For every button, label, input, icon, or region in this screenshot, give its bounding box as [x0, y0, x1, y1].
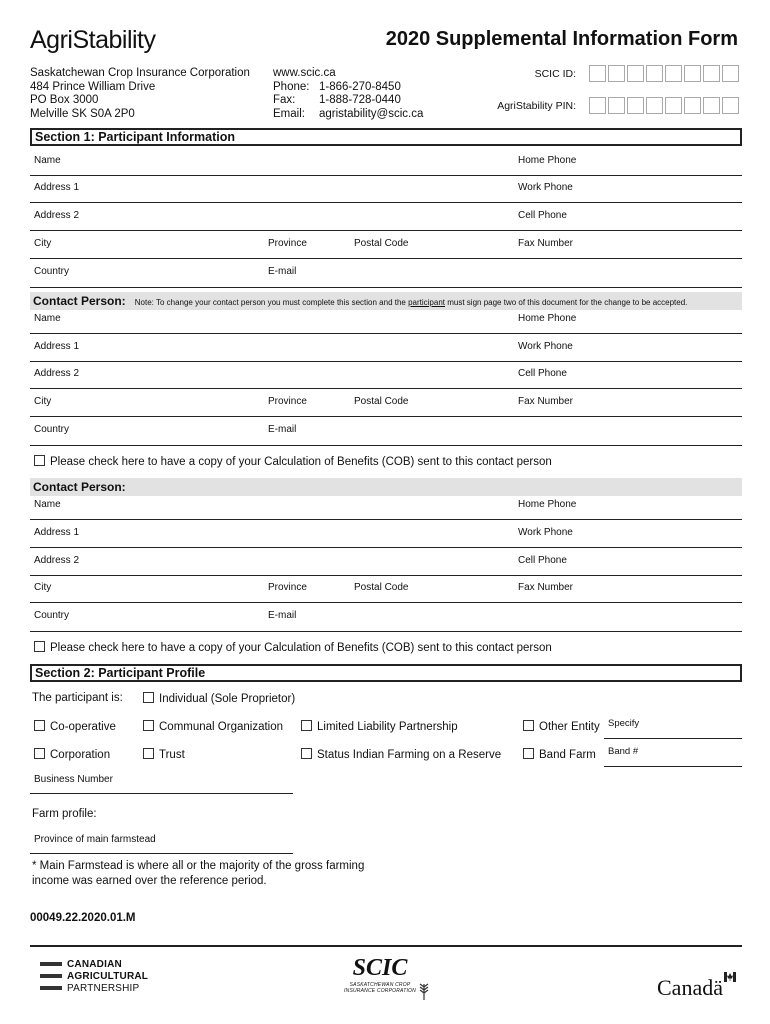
- address1-line[interactable]: [30, 361, 742, 362]
- home-phone-label: Home Phone: [518, 499, 577, 510]
- province-label: Province: [268, 582, 307, 593]
- trust-label: Trust: [159, 749, 185, 761]
- province-main-line[interactable]: [30, 853, 293, 854]
- address1-line[interactable]: [30, 202, 742, 203]
- trust-checkbox[interactable]: [143, 748, 154, 759]
- section-1-header: Section 1: Participant Information: [30, 128, 742, 146]
- address1-label: Address 1: [34, 341, 80, 352]
- brand-part-1: Agri: [30, 26, 73, 54]
- contact-person-2-title: Contact Person:: [33, 480, 126, 494]
- scic-logo: [330, 955, 430, 994]
- email-field-label: E-mail: [268, 424, 297, 435]
- status-indian-checkbox[interactable]: [301, 748, 312, 759]
- postal-label: Postal Code: [354, 238, 409, 249]
- country-line[interactable]: [30, 631, 742, 632]
- name-line[interactable]: [30, 333, 742, 334]
- address-line: 484 Prince William Drive: [30, 80, 156, 93]
- scic-id-input[interactable]: [589, 65, 741, 82]
- note-text: must sign page two of this document for the change to be accepted.: [445, 298, 688, 307]
- province-label: Province: [268, 238, 307, 249]
- note-emphasis: participant: [408, 298, 446, 307]
- canadian-agricultural-partnership-logo: [40, 958, 150, 994]
- form-title: 2020 Supplemental Information Form: [385, 28, 738, 50]
- website-link[interactable]: www.scic.ca: [273, 67, 336, 79]
- name-label: Name: [34, 499, 61, 510]
- cob-checkbox[interactable]: [34, 641, 45, 652]
- band-farm-checkbox[interactable]: [523, 748, 534, 759]
- footnote-line-1: * Main Farmstead is where all or the majority of the gross farming: [32, 860, 365, 872]
- name-line[interactable]: [30, 175, 742, 176]
- address-line: Melville SK S0A 2P0: [30, 107, 135, 120]
- mailing-address: [30, 67, 250, 121]
- cell-phone-label: Cell Phone: [518, 555, 567, 566]
- fax-number-label: Fax Number: [518, 582, 574, 593]
- address2-label: Address 2: [34, 555, 80, 566]
- farm-profile-label: Farm profile:: [32, 808, 97, 820]
- country-line[interactable]: [30, 287, 742, 288]
- phone-number: 1-866-270-8450: [319, 80, 401, 93]
- cob-checkbox-row-2[interactable]: [34, 641, 552, 654]
- city-label: City: [34, 582, 52, 593]
- name-label: Name: [34, 155, 61, 166]
- address2-label: Address 2: [34, 210, 80, 221]
- cell-phone-label: Cell Phone: [518, 368, 567, 379]
- country-label: Country: [34, 610, 70, 621]
- flag-icon: [724, 972, 736, 982]
- other-entity-option[interactable]: [523, 720, 600, 733]
- band-farm-label: Band Farm: [539, 749, 596, 761]
- province-main-label: Province of main farmstead: [34, 834, 156, 845]
- address1-label: Address 1: [34, 182, 80, 193]
- footnote-line-2: income was earned over the reference period.: [32, 875, 267, 887]
- business-number-label: Business Number: [34, 774, 113, 785]
- city-line[interactable]: [30, 416, 742, 417]
- scic-logo-subtext-1: SASKATCHEWAN CROP: [349, 982, 411, 988]
- scic-id-label: SCIC ID:: [534, 68, 576, 80]
- fax-label: Fax:: [273, 94, 296, 106]
- address2-line[interactable]: [30, 230, 742, 231]
- phone-label: Phone:: [273, 80, 310, 93]
- fax-number-label: Fax Number: [518, 396, 574, 407]
- email-field-label: E-mail: [268, 266, 297, 277]
- cob-label: Please check here to have a copy of your Calculation of Benefits (COB) sent to this contact person: [50, 642, 552, 654]
- work-phone-label: Work Phone: [518, 527, 573, 538]
- other-entity-label: Other Entity: [539, 721, 600, 733]
- cob-checkbox-row[interactable]: [34, 455, 552, 468]
- wheat-icon: [418, 982, 430, 1000]
- agristability-logo: [30, 26, 156, 55]
- country-label: Country: [34, 266, 70, 277]
- cell-phone-label: Cell Phone: [518, 210, 567, 221]
- band-farm-option[interactable]: [523, 748, 596, 761]
- home-phone-label: Home Phone: [518, 313, 577, 324]
- email-label: Email:: [273, 107, 305, 120]
- status-indian-option[interactable]: [301, 748, 501, 761]
- city-label: City: [34, 396, 52, 407]
- contact-info: [273, 67, 423, 121]
- home-phone-label: Home Phone: [518, 155, 577, 166]
- pin-label: AgriStability PIN:: [497, 100, 576, 112]
- cap-line-3: PARTNERSHIP: [67, 982, 140, 994]
- corporation-label: Corporation: [50, 749, 111, 761]
- cooperative-label: Co-operative: [50, 721, 116, 733]
- individual-option[interactable]: [143, 692, 295, 705]
- scic-logo-subtext-2: INSURANCE CORPORATION: [344, 988, 416, 994]
- other-entity-checkbox[interactable]: [523, 720, 534, 731]
- name-label: Name: [34, 313, 61, 324]
- email-field-label: E-mail: [268, 610, 297, 621]
- communal-label: Communal Organization: [159, 721, 284, 733]
- note-text: Note: To change your contact person you must complete this section and the: [134, 298, 409, 307]
- city-label: City: [34, 238, 52, 249]
- band-number-line[interactable]: [604, 766, 742, 767]
- contact-person-header: [30, 292, 742, 310]
- work-phone-label: Work Phone: [518, 341, 573, 352]
- corporation-checkbox[interactable]: [34, 748, 45, 759]
- form-code: 00049.22.2020.01.M: [30, 912, 136, 924]
- scic-logo-text: SCIC: [352, 955, 408, 981]
- address1-line[interactable]: [30, 547, 742, 548]
- email-link[interactable]: agristability@scic.ca: [319, 107, 424, 120]
- postal-label: Postal Code: [354, 396, 409, 407]
- address2-line[interactable]: [30, 575, 742, 576]
- country-line[interactable]: [30, 445, 742, 446]
- llp-option[interactable]: [301, 720, 458, 733]
- fax-number: 1-888-728-0440: [319, 94, 401, 106]
- province-label: Province: [268, 396, 307, 407]
- footer-divider: [30, 945, 742, 947]
- name-line[interactable]: [30, 519, 742, 520]
- canada-wordmark: Canadä: [657, 975, 723, 1000]
- address1-label: Address 1: [34, 527, 80, 538]
- country-label: Country: [34, 424, 70, 435]
- cob-checkbox[interactable]: [34, 455, 45, 466]
- cooperative-option[interactable]: [34, 720, 116, 733]
- city-line[interactable]: [30, 602, 742, 603]
- work-phone-label: Work Phone: [518, 182, 573, 193]
- llp-label: Limited Liability Partnership: [317, 721, 458, 733]
- specify-label: Specify: [608, 718, 640, 729]
- cap-line-1: CANADIAN: [67, 958, 122, 970]
- contact-person-2-header: [30, 478, 742, 496]
- communal-checkbox[interactable]: [143, 720, 154, 731]
- fax-number-label: Fax Number: [518, 238, 574, 249]
- pin-input[interactable]: [589, 97, 741, 114]
- brand-part-2: Stability: [72, 26, 156, 54]
- specify-line[interactable]: [604, 738, 742, 739]
- city-line[interactable]: [30, 258, 742, 259]
- address2-line[interactable]: [30, 388, 742, 389]
- section-2-header: Section 2: Participant Profile: [30, 664, 742, 682]
- individual-checkbox[interactable]: [143, 692, 154, 703]
- cooperative-checkbox[interactable]: [34, 720, 45, 731]
- address2-label: Address 2: [34, 368, 80, 379]
- cob-label: Please check here to have a copy of your Calculation of Benefits (COB) sent to this contact person: [50, 456, 552, 468]
- address-line: PO Box 3000: [30, 94, 99, 106]
- business-number-line[interactable]: [30, 793, 293, 794]
- participant-is-label: The participant is:: [32, 692, 123, 704]
- llp-checkbox[interactable]: [301, 720, 312, 731]
- band-number-label: Band #: [608, 746, 639, 757]
- status-indian-label: Status Indian Farming on a Reserve: [317, 749, 502, 761]
- trust-option[interactable]: [143, 748, 185, 761]
- contact-note: [135, 298, 688, 307]
- individual-label: Individual (Sole Proprietor): [159, 693, 296, 705]
- address-line: Saskatchewan Crop Insurance Corporation: [30, 67, 250, 79]
- corporation-option[interactable]: [34, 748, 110, 761]
- cap-line-2: AGRICULTURAL: [67, 970, 149, 982]
- contact-person-title: Contact Person:: [33, 294, 126, 308]
- postal-label: Postal Code: [354, 582, 409, 593]
- communal-option[interactable]: [143, 720, 283, 733]
